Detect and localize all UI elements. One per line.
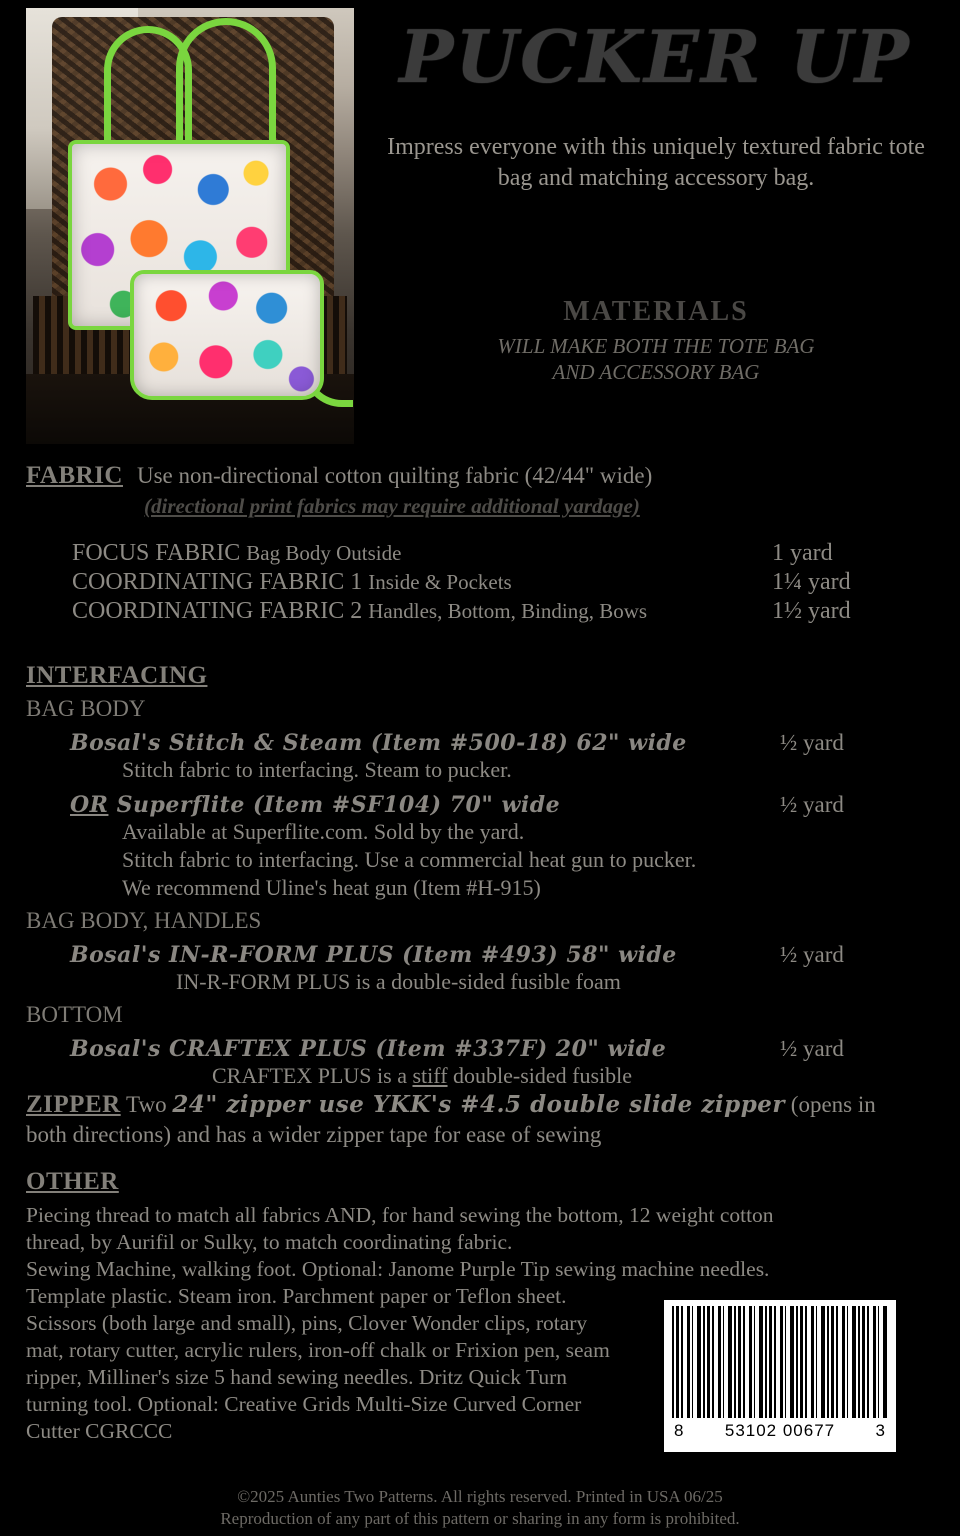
zipper-text — [26, 1090, 906, 1150]
interfacing-group-bag-body: BAG BODY — [26, 696, 146, 721]
other-line: Sewing Machine, walking foot. Optional: Janome Purple Tip sewing machine needles. — [26, 1257, 770, 1281]
materials-subheading-line1: WILL MAKE BOTH THE TOTE BAG — [497, 334, 815, 358]
fabric-row-name: COORDINATING FABRIC 1 Inside & Pockets — [72, 569, 512, 595]
tote-handle-right — [176, 18, 276, 153]
interfacing-item-3-name: Bosal's IN-R-FORM PLUS (Item #493) 58" wide — [70, 942, 677, 968]
footer — [0, 1486, 960, 1530]
other-line: turning tool. Optional: Creative Grids Multi-Size Curved Corner — [26, 1392, 582, 1416]
footer-copyright: ©2025 Aunties Two Patterns. All rights reserved. Printed in USA 06/25 — [237, 1487, 723, 1506]
fabric-note: (directional print fabrics may require additional yardage) — [144, 494, 640, 518]
barcode-digits — [672, 1418, 888, 1441]
table-row — [72, 539, 934, 568]
page-subtitle: Impress everyone with this uniquely textured fabric tote bag and matching accessory bag. — [387, 134, 925, 191]
footer-notice: Reproduction of any part of this pattern or sharing in any form is prohibited. — [220, 1509, 740, 1528]
fabric-row-name: COORDINATING FABRIC 2 Handles, Bottom, Binding, Bows — [72, 598, 648, 624]
fabric-section — [26, 462, 934, 626]
other-line: Scissors (both large and small), pins, Clover Wonder clips, rotary — [26, 1311, 588, 1335]
list-item — [70, 792, 934, 818]
barcode-bars — [672, 1306, 888, 1418]
other-line: thread, by Aurifil or Sulky, to match coordinating fabric. — [26, 1230, 513, 1254]
page-title: PUCKER UP — [399, 14, 911, 99]
zipper-emphasis: 24" zipper use YKK's #4.5 double slide zipper — [172, 1091, 786, 1118]
interfacing-item-2-name: OR Superflite (Item #SF104) 70" wide — [70, 792, 561, 818]
fabric-row-qty: 1½ yard — [772, 598, 851, 624]
accessory-bag — [130, 270, 324, 400]
other-line: Template plastic. Steam iron. Parchment paper or Teflon sheet. — [26, 1284, 567, 1308]
interfacing-section — [26, 662, 934, 1090]
interfacing-group-bag-body-handles: BAG BODY, HANDLES — [26, 908, 262, 933]
other-line: Piecing thread to match all fabrics AND, for hand sewing the bottom, 12 weight cotton — [26, 1203, 774, 1227]
interfacing-item-4-note: CRAFTEX PLUS is a stiff double-sided fusible — [212, 1063, 633, 1088]
zipper-tail: (opens in both directions) and has a wider zipper tape for ease of sewing — [26, 1092, 876, 1147]
barcode-middle-digits: 53102 00677 — [724, 1421, 836, 1440]
materials-heading: MATERIALS — [563, 296, 749, 327]
list-item — [70, 730, 934, 756]
barcode-right-digit: 3 — [875, 1421, 886, 1440]
interfacing-item-1-name: Bosal's Stitch & Steam (Item #500-18) 62" wide — [70, 730, 687, 756]
interfacing-heading: INTERFACING — [26, 662, 208, 689]
zipper-heading: ZIPPER — [26, 1091, 121, 1118]
list-item — [70, 1036, 934, 1062]
interfacing-item-2-qty: ½ yard — [780, 792, 844, 817]
fabric-rows — [72, 539, 934, 626]
interfacing-item-1-note: Stitch fabric to interfacing. Steam to pucker. — [122, 757, 512, 782]
barcode-left-digit: 8 — [674, 1421, 685, 1440]
interfacing-item-3-note: IN-R-FORM PLUS is a double-sided fusible foam — [176, 969, 621, 994]
interfacing-item-4-qty: ½ yard — [780, 1036, 844, 1061]
product-photo — [26, 8, 354, 444]
interfacing-item-2-note-3: We recommend Uline's heat gun (Item #H-915) — [122, 875, 541, 900]
list-item — [70, 942, 934, 968]
fabric-intro: Use non-directional cotton quilting fabric (42/44" wide) — [136, 463, 653, 488]
interfacing-group-bottom: BOTTOM — [26, 1002, 123, 1027]
other-line: mat, rotary cutter, acrylic rulers, iron-off chalk or Frixion pen, seam — [26, 1338, 610, 1362]
interfacing-item-2-note-2: Stitch fabric to interfacing. Use a commercial heat gun to pucker. — [122, 847, 697, 872]
fabric-row-qty: 1¼ yard — [772, 569, 851, 595]
materials-subheading-line2: AND ACCESSORY BAG — [552, 360, 760, 384]
other-line: Cutter CGRCCC — [26, 1419, 173, 1443]
fabric-row-name: FOCUS FABRIC Bag Body Outside — [72, 540, 402, 566]
table-row — [72, 568, 934, 597]
other-line: ripper, Milliner's size 5 hand sewing needles. Dritz Quick Turn — [26, 1365, 568, 1389]
materials-subheading — [378, 333, 934, 385]
other-heading: OTHER — [26, 1168, 119, 1195]
zipper-lead: Two — [126, 1092, 167, 1117]
interfacing-item-1-qty: ½ yard — [780, 730, 844, 755]
interfacing-item-2-note-1: Available at Superflite.com. Sold by the yard. — [122, 819, 525, 844]
interfacing-item-3-qty: ½ yard — [780, 942, 844, 967]
barcode — [664, 1300, 896, 1452]
fabric-heading-row — [26, 462, 934, 490]
zipper-section — [26, 1090, 906, 1150]
interfacing-item-4-name: Bosal's CRAFTEX PLUS (Item #337F) 20" wide — [70, 1036, 667, 1062]
fabric-heading: FABRIC — [26, 462, 123, 489]
fabric-row-qty: 1 yard — [772, 540, 833, 566]
table-row — [72, 597, 934, 626]
